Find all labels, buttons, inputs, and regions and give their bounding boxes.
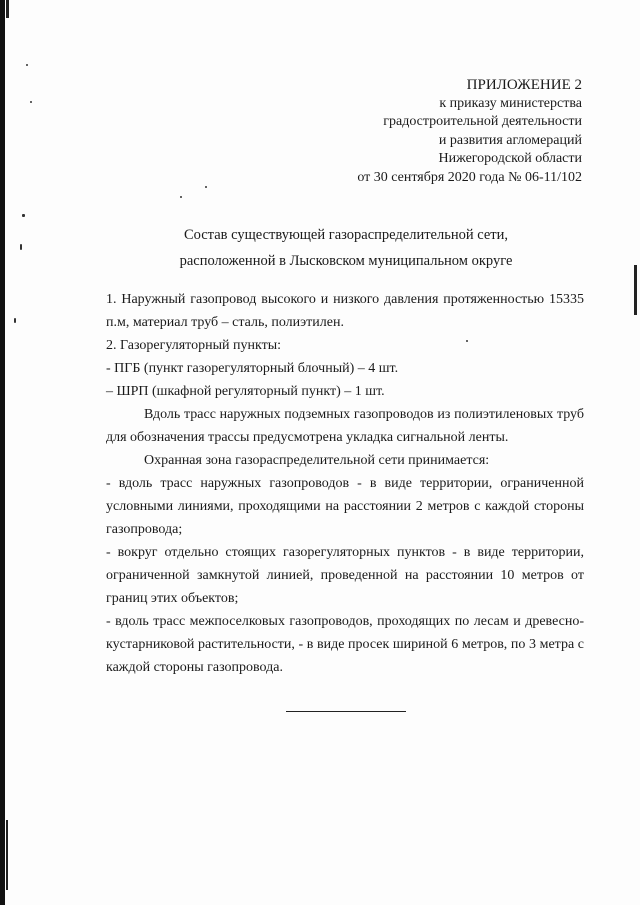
scan-mark [6, 0, 9, 18]
paragraph: 2. Газорегуляторный пункты: [106, 338, 282, 353]
header-line: градостроительной деятельности [383, 114, 582, 129]
scan-speck [20, 244, 22, 250]
scan-speck [180, 196, 182, 198]
scan-left-edge [0, 0, 5, 905]
scan-mark [6, 820, 8, 890]
list-item: - ПГБ (пункт газорегуляторный блочный) – 4 шт. [106, 361, 399, 376]
paragraph: Вдоль трасс наружных подземных газопроводов из полиэтиленовых труб для обозначения трассы предусмотрена укладка сигнальной ленты. [106, 407, 584, 445]
appendix-header [262, 76, 582, 187]
scan-speck [26, 64, 28, 66]
closing-rule [286, 711, 406, 712]
scan-right-edge [634, 265, 637, 315]
title-line: расположенной в Лысковском муниципальном округе [179, 253, 513, 269]
paragraph: 1. Наружный газопровод высокого и низкого давления протяженностью 15335 п.м, материал труб – сталь, полиэтилен. [106, 292, 584, 330]
list-item: - вдоль трасс наружных газопроводов - в виде территории, ограниченной условными линиями, проходящими на расстоянии 2 метров с каждой стороны газопровода; [106, 476, 584, 537]
paragraph: Охранная зона газораспределительной сети принимается: [144, 453, 490, 468]
list-item: – ШРП (шкафной регуляторный пункт) – 1 шт. [106, 384, 385, 399]
list-item: - вдоль трасс межпоселковых газопроводов, проходящих по лесам и древесно-кустарниковой растительности, - в виде просек шириной 6 метров, по 3 метра с каждой стороны газопровода. [106, 614, 584, 675]
header-date-number: от 30 сентября 2020 года № 06-11/102 [357, 169, 582, 185]
scan-speck [14, 318, 16, 323]
scan-speck [30, 101, 32, 103]
title-line: Состав существующей газораспределительной сети, [183, 227, 509, 243]
header-line: Нижегородской области [438, 151, 582, 166]
scan-speck [205, 186, 207, 188]
document-body [106, 288, 584, 679]
header-line: к приказу министерства [439, 95, 582, 111]
document-title [100, 222, 592, 274]
appendix-title: ПРИЛОЖЕНИЕ 2 [466, 77, 582, 93]
list-item: - вокруг отдельно стоящих газорегуляторных пунктов - в виде территории, ограниченной замкнутой линией, проведенной на расстоянии 10 метров от границ этих объектов; [106, 545, 584, 606]
header-line: и развития агломераций [438, 132, 582, 148]
scan-speck [22, 214, 25, 217]
